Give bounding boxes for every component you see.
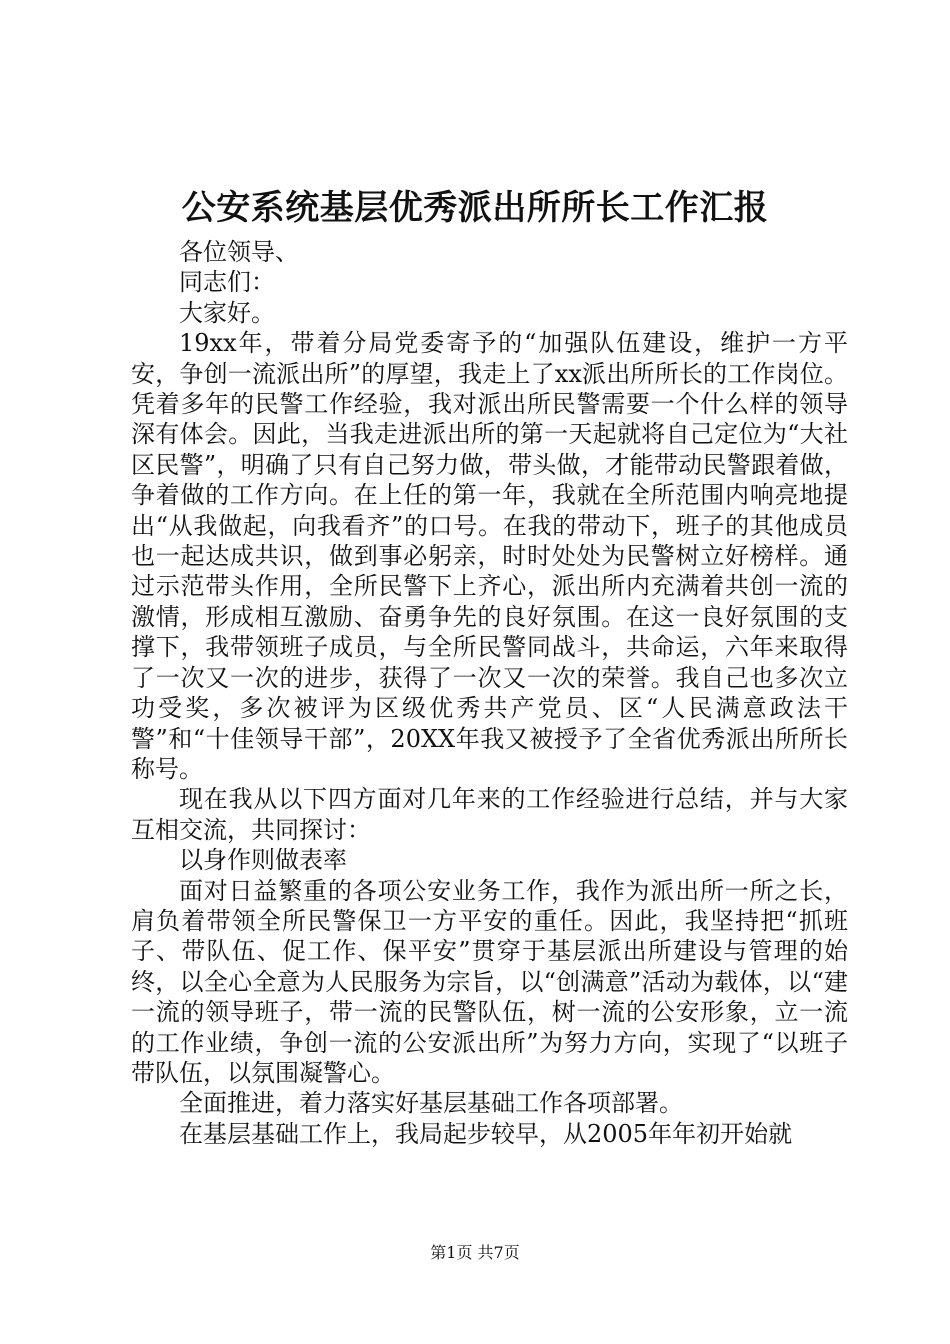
- section-heading: 以身作则做表率: [179, 846, 347, 875]
- body-paragraph: 在基层基础工作上，我局起步较早，从2005年年初开始就: [179, 1119, 793, 1148]
- salutation-comrades: 同志们：: [179, 268, 275, 297]
- greeting: 大家好。: [179, 298, 275, 327]
- document-title: 公安系统基层优秀派出所所长工作汇报: [181, 188, 769, 228]
- document-body: [131, 237, 848, 1149]
- salutation-leaders: 各位领导、: [179, 238, 299, 266]
- body-paragraph: 19xx年，带着分局党委寄予的“加强队伍建设，维护一方平安，争创一流派出所”的厚望，我走上了xx派出所所长的工作岗位。凭着多年的民警工作经验，我对派出所民警需要一个什么样的领导深有体会。因此，当我走进派出所的第一天起就将自己定位为“大社区民警”，明确了只有自己努力做，带头做，才能带动民警跟着做，争着做的工作方向。在上任的第一年，我就在全所范围内响亮地提出“从我做起，向我看齐”的口号。在我的带动下，班子的其他成员也一起达成共识，做到事必躬亲，时时处处为民警树立好榜样。通过示范带头作用，全所民警下上齐心，派出所内充满着共创一流的激情，形成相互激励、奋勇争先的良好氛围。在这一良好氛围的支撑下，我带领班子成员，与全所民警同战斗，共命运，六年来取得了一次又一次的进步，获得了一次又一次的荣誉。我自己也多次立功受奖，多次被评为区级优秀共产党员、区“人民满意政法干警”和“十佳领导干部”，20XX年我又被授予了全省优秀派出所所长称号。: [131, 329, 848, 783]
- body-paragraph: 现在我从以下四方面对几年来的工作经验进行总结，并与大家互相交流，共同探讨：: [131, 785, 848, 844]
- page-footer: 第1页 共7页: [430, 1243, 520, 1262]
- body-paragraph: 面对日益繁重的各项公安业务工作，我作为派出所一所之长，肩负着带领全所民警保卫一方平安的重任。因此，我坚持把“抓班子、带队伍、促工作、保平安”贯穿于基层派出所建设与管理的始终，以全心全意为人民服务为宗旨，以“创满意”活动为载体，以“建一流的领导班子，带一流的民警队伍，树一流的公安形象，立一流的工作业绩，争创一流的公安派出所”为努力方向，实现了“以班子带队伍，以氛围凝警心。: [131, 876, 848, 1087]
- section-heading: 全面推进，着力落实好基层基础工作各项部署。: [179, 1089, 683, 1118]
